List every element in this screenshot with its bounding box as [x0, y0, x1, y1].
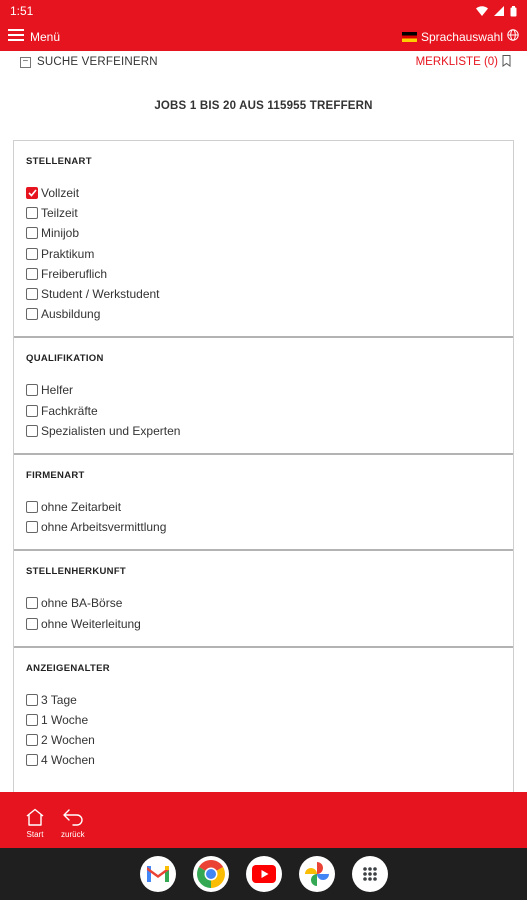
section-title: STELLENART [26, 156, 92, 167]
filter-option-label: 2 Wochen [41, 733, 95, 748]
filter-option-stellenart[interactable] [26, 244, 513, 264]
filter-option-label: Helfer [41, 383, 74, 398]
back-arrow-icon [62, 808, 84, 828]
filter-option-stellenart[interactable] [26, 183, 513, 203]
app-dock [0, 848, 527, 900]
merkliste-label: MERKLISTE (0) [415, 56, 498, 68]
refine-row [0, 52, 527, 72]
results-count: JOBS 1 BIS 20 AUS 115955 TREFFERN [154, 100, 373, 112]
checkbox-icon[interactable] [26, 268, 38, 280]
filter-option-stellenherkunft[interactable] [26, 593, 513, 613]
filter-option-stellenart[interactable] [26, 304, 513, 324]
filter-section-firmenart [14, 455, 513, 551]
back-label: zurück [61, 830, 85, 839]
filter-option-label: Vollzeit [41, 186, 80, 201]
filter-option-label: ohne Arbeitsvermittlung [41, 520, 167, 535]
section-title: ANZEIGENALTER [26, 662, 110, 674]
checkbox-icon[interactable] [26, 207, 38, 219]
filter-option-label: ohne Weiterleitung [41, 616, 141, 631]
filter-section-stellenart [14, 141, 513, 338]
checkbox-icon[interactable] [26, 308, 38, 320]
checkbox-icon[interactable] [26, 521, 38, 533]
filter-option-stellenart[interactable] [26, 264, 513, 284]
checkbox-icon[interactable] [26, 618, 38, 630]
filter-option-firmenart[interactable] [26, 517, 513, 537]
filter-option-label: Minijob [41, 226, 80, 241]
refine-label: SUCHE VERFEINERN [37, 56, 158, 68]
filter-option-label: 1 Woche [41, 712, 89, 727]
back-button[interactable] [61, 806, 85, 839]
filter-option-label: Praktikum [41, 246, 95, 261]
bookmark-icon [502, 55, 511, 70]
checkbox-checked-icon[interactable] [26, 187, 38, 199]
filter-option-stellenart[interactable] [26, 223, 513, 243]
menu-button[interactable] [8, 29, 60, 44]
checkbox-icon[interactable] [26, 734, 38, 746]
checkbox-icon[interactable] [26, 288, 38, 300]
checkbox-icon[interactable] [26, 694, 38, 706]
section-title: FIRMENART [26, 469, 85, 481]
filter-option-stellenart[interactable] [26, 284, 513, 304]
checkbox-icon[interactable] [26, 597, 38, 609]
filter-section-anzeigenalter [14, 648, 513, 783]
signal-icon [494, 6, 504, 16]
filter-option-label: Fachkräfte [41, 403, 98, 418]
filter-option-anzeigenalter[interactable] [26, 690, 513, 710]
filter-option-label: ohne BA-Börse [41, 596, 123, 611]
home-icon [25, 808, 45, 828]
filter-panel [13, 140, 514, 792]
filter-option-label: Teilzeit [41, 206, 78, 221]
filter-option-qualifikation[interactable] [26, 380, 513, 400]
language-selector[interactable] [402, 29, 519, 44]
filter-option-label: Student / Werkstudent [41, 287, 160, 302]
checkbox-icon[interactable] [26, 384, 38, 396]
german-flag-icon [402, 32, 417, 42]
filter-option-label: Freiberuflich [41, 266, 108, 281]
wifi-icon [476, 6, 488, 16]
refine-search-toggle[interactable] [20, 56, 158, 68]
status-bar [0, 0, 527, 22]
filter-option-anzeigenalter[interactable] [26, 730, 513, 750]
checkbox-icon[interactable] [26, 501, 38, 513]
language-label: Sprachauswahl [420, 29, 503, 44]
status-time: 1:51 [10, 4, 34, 18]
filter-option-label: ohne Zeitarbeit [41, 499, 122, 514]
start-label: Start [26, 830, 44, 839]
section-title: STELLENHERKUNFT [26, 566, 127, 578]
checkbox-icon[interactable] [26, 227, 38, 239]
filter-option-anzeigenalter[interactable] [26, 710, 513, 730]
filter-option-label: 4 Wochen [41, 753, 95, 768]
filter-section-stellenherkunft [14, 551, 513, 647]
checkbox-icon[interactable] [26, 425, 38, 437]
photos-icon[interactable] [299, 856, 335, 892]
filter-option-qualifikation[interactable] [26, 401, 513, 421]
gmail-icon[interactable] [140, 856, 176, 892]
filter-option-anzeigenalter[interactable] [26, 750, 513, 770]
filter-option-stellenherkunft[interactable] [26, 613, 513, 633]
menu-label: Menü [30, 29, 61, 44]
chrome-icon[interactable] [193, 856, 229, 892]
merkliste-link[interactable] [416, 55, 511, 70]
filter-option-stellenart[interactable] [26, 203, 513, 223]
filter-option-firmenart[interactable] [26, 497, 513, 517]
checkbox-icon[interactable] [26, 754, 38, 766]
youtube-icon[interactable] [246, 856, 282, 892]
checkbox-icon[interactable] [26, 248, 38, 260]
bottom-navigation [0, 792, 527, 848]
app-drawer-icon[interactable] [352, 856, 388, 892]
checkbox-icon[interactable] [26, 714, 38, 726]
filter-option-label: Ausbildung [41, 307, 101, 322]
start-button[interactable] [25, 806, 45, 839]
checkbox-icon[interactable] [26, 405, 38, 417]
filter-section-qualifikation [14, 338, 513, 455]
section-title: QUALIFIKATION [26, 353, 104, 365]
filter-option-label: 3 Tage [41, 692, 77, 707]
collapse-icon: − [20, 57, 31, 68]
filter-option-label: Spezialisten und Experten [41, 423, 181, 438]
hamburger-icon [8, 29, 24, 44]
battery-icon [510, 6, 517, 17]
app-header [0, 22, 527, 51]
filter-option-qualifikation[interactable] [26, 421, 513, 441]
globe-icon [507, 29, 519, 44]
